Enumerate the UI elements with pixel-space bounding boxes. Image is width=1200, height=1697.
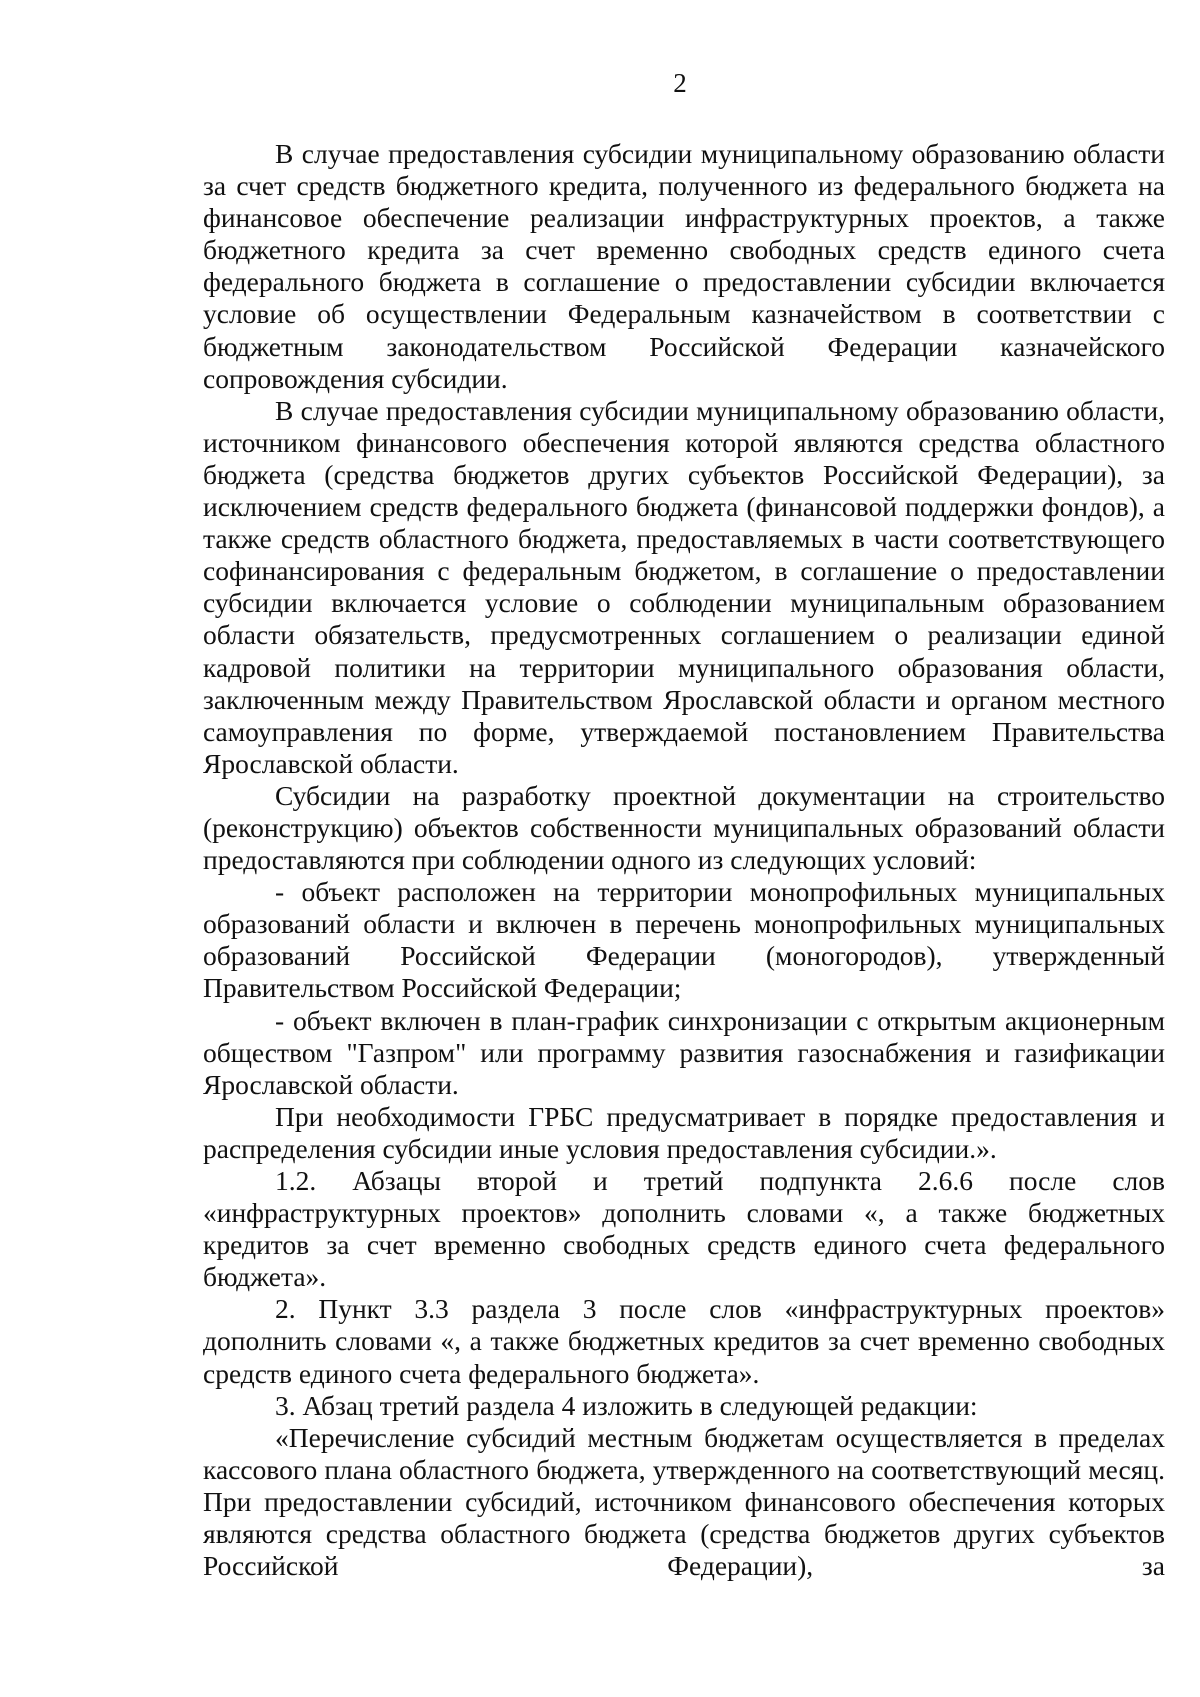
paragraph-treasury-support: В случае предоставления субсидии муниципальному образованию области за счет средств бюджетного кредита, полученного из федерального бюджета на финансовое обеспечение реализации инфраструктурных проектов, а также бюджетного кредита за счет временно свободных средств единого счета федерального бюджета в соглашение о предоставлении субсидии включается условие об осуществлении Федеральным казначейством в соответствии с бюджетным законодательством Российской Федерации казначейского сопровождения субсидии. bbox=[203, 138, 1165, 394]
paragraph-other-conditions: При необходимости ГРБС предусматривает в порядке предоставления и распределения субсидии иные условия предоставления субсидии.». bbox=[203, 1100, 1165, 1164]
page-number: 2 bbox=[673, 68, 687, 98]
paragraph-item-1-2: 1.2. Абзацы второй и третий подпункта 2.6.6 после слов «инфраструктурных проектов» дополнить словами «, а также бюджетных кредитов за счет временно свободных средств единого счета федерального бюджета». bbox=[203, 1165, 1165, 1293]
paragraph-transfer-subsidies: «Перечисление субсидий местным бюджетам осуществляется в пределах кассового плана областного бюджета, утвержденного на соответствующий месяц. При предоставлении субсидий, источником финансового обеспечения которых являются средства областного бюджета (средства бюджетов других субъектов Российской Федерации), за bbox=[203, 1421, 1165, 1582]
document-body bbox=[203, 138, 1165, 1582]
paragraph-design-conditions: Субсидии на разработку проектной документации на строительство (реконструкцию) объектов собственности муниципальных образований области предоставляются при соблюдении одного из следующих условий: bbox=[203, 779, 1165, 876]
list-item-monotown: - объект расположен на территории монопрофильных муниципальных образований области и включен в перечень монопрофильных муниципальных образований Российской Федерации (моногородов), утвержденный Правительством Российской Федерации; bbox=[203, 876, 1165, 1004]
list-item-gazprom: - объект включен в план-график синхронизации с открытым акционерным обществом "Газпром" или программу развития газоснабжения и газификации Ярославской области. bbox=[203, 1004, 1165, 1100]
paragraph-item-3: 3. Абзац третий раздела 4 изложить в следующей редакции: bbox=[275, 1389, 978, 1421]
paragraph-personnel-policy: В случае предоставления субсидии муниципальному образованию области, источником финансового обеспечения которой являются средства областного бюджета (средства бюджетов других субъектов Российской Федерации), за исключением средств федерального бюджета (финансовой поддержки фондов), а также средств областного бюджета, предоставляемых в части соответствующего софинансирования с федеральным бюджетом, в соглашение о предоставлении субсидии включается условие о соблюдении муниципальным образованием области обязательств, предусмотренных соглашением о реализации единой кадровой политики на территории муниципального образования области, заключенным между Правительством Ярославской области и органом местного самоуправления по форме, утверждаемой постановлением Правительства Ярославской области. bbox=[203, 394, 1165, 779]
paragraph-item-2: 2. Пункт 3.3 раздела 3 после слов «инфраструктурных проектов» дополнить словами «, а также бюджетных кредитов за счет временно свободных средств единого счета федерального бюджета». bbox=[203, 1293, 1165, 1389]
